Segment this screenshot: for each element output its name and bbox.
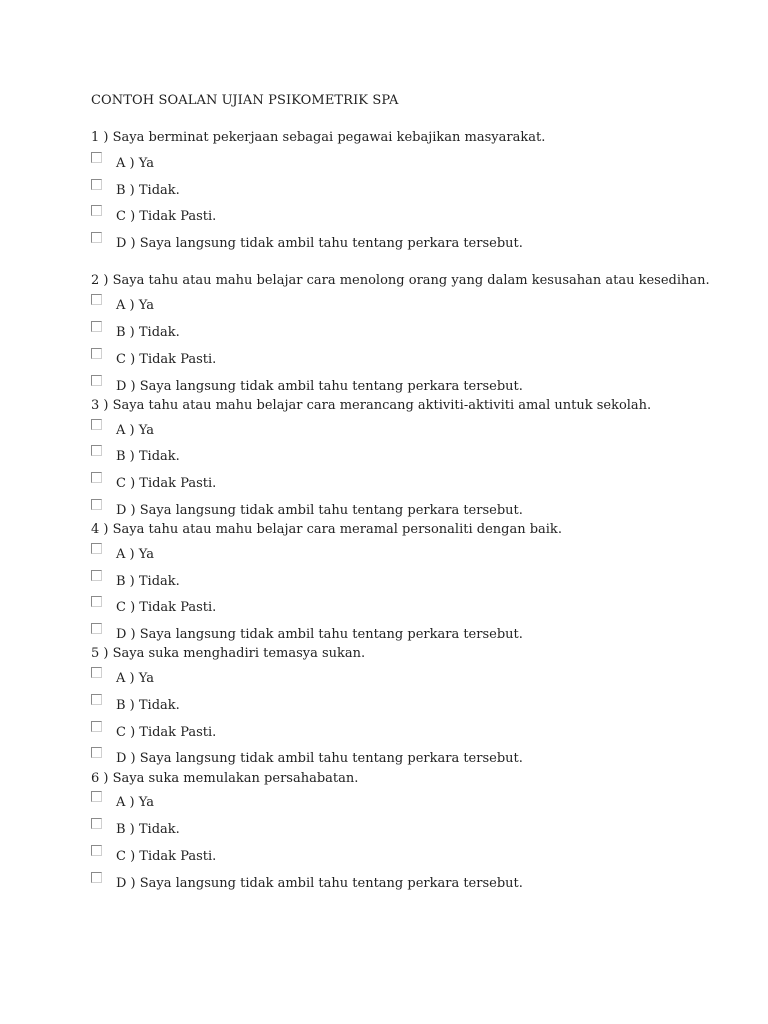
checkbox-icon[interactable] <box>91 623 102 634</box>
checkbox-icon[interactable] <box>91 294 102 305</box>
question-1-option-c[interactable] <box>91 205 691 225</box>
option-label: A ) Ya <box>116 156 155 171</box>
checkbox-icon[interactable] <box>91 348 102 359</box>
question-2-option-a[interactable] <box>91 294 691 314</box>
question-1-option-d[interactable] <box>91 232 691 252</box>
option-label: A ) Ya <box>116 298 155 313</box>
option-label: D ) Saya langsung tidak ambil tahu tentang perkara tersebut. <box>116 876 523 891</box>
checkbox-icon[interactable] <box>91 845 102 856</box>
question-3-option-b[interactable] <box>91 445 691 465</box>
checkbox-icon[interactable] <box>91 152 102 163</box>
checkbox-icon[interactable] <box>91 499 102 510</box>
option-label: A ) Ya <box>116 423 155 438</box>
checkbox-icon[interactable] <box>91 872 102 883</box>
option-label: D ) Saya langsung tidak ambil tahu tentang perkara tersebut. <box>116 503 523 518</box>
checkbox-icon[interactable] <box>91 179 102 190</box>
checkbox-icon[interactable] <box>91 543 102 554</box>
option-label: D ) Saya langsung tidak ambil tahu tentang perkara tersebut. <box>116 236 523 251</box>
option-label: C ) Tidak Pasti. <box>116 725 217 740</box>
question-6-option-c[interactable] <box>91 845 691 865</box>
checkbox-icon[interactable] <box>91 375 102 386</box>
question-3-option-d[interactable] <box>91 499 691 519</box>
checkbox-icon[interactable] <box>91 232 102 243</box>
option-label: B ) Tidak. <box>116 449 180 464</box>
question-5-option-b[interactable] <box>91 694 691 714</box>
option-label: A ) Ya <box>116 547 155 562</box>
question-3-option-c[interactable] <box>91 472 691 492</box>
option-label: D ) Saya langsung tidak ambil tahu tentang perkara tersebut. <box>116 627 523 642</box>
question-1-option-b[interactable] <box>91 179 691 199</box>
option-label: C ) Tidak Pasti. <box>116 352 217 367</box>
option-label: A ) Ya <box>116 671 155 686</box>
option-label: D ) Saya langsung tidak ambil tahu tentang perkara tersebut. <box>116 751 523 766</box>
checkbox-icon[interactable] <box>91 596 102 607</box>
checkbox-icon[interactable] <box>91 419 102 430</box>
option-label: B ) Tidak. <box>116 822 180 837</box>
option-label: B ) Tidak. <box>116 574 180 589</box>
question-5-option-c[interactable] <box>91 721 691 741</box>
checkbox-icon[interactable] <box>91 445 102 456</box>
question-2-option-c[interactable] <box>91 348 691 368</box>
page-title: CONTOH SOALAN UJIAN PSIKOMETRIK SPA <box>91 93 399 108</box>
question-4-text: 4 ) Saya tahu atau mahu belajar cara meramal personaliti dengan baik. <box>91 522 562 537</box>
question-6-option-b[interactable] <box>91 818 691 838</box>
checkbox-icon[interactable] <box>91 667 102 678</box>
checkbox-icon[interactable] <box>91 321 102 332</box>
checkbox-icon[interactable] <box>91 747 102 758</box>
question-6-option-a[interactable] <box>91 791 691 811</box>
checkbox-icon[interactable] <box>91 472 102 483</box>
checkbox-icon[interactable] <box>91 570 102 581</box>
question-2-option-d[interactable] <box>91 375 691 395</box>
checkbox-icon[interactable] <box>91 205 102 216</box>
option-label: C ) Tidak Pasti. <box>116 600 217 615</box>
question-2-option-b[interactable] <box>91 321 691 341</box>
question-3-text: 3 ) Saya tahu atau mahu belajar cara merancang aktiviti-aktiviti amal untuk sekolah. <box>91 398 652 413</box>
question-1-option-a[interactable] <box>91 152 691 172</box>
checkbox-icon[interactable] <box>91 818 102 829</box>
question-5-text: 5 ) Saya suka menghadiri temasya sukan. <box>91 646 366 661</box>
option-label: C ) Tidak Pasti. <box>116 476 217 491</box>
checkbox-icon[interactable] <box>91 721 102 732</box>
option-label: D ) Saya langsung tidak ambil tahu tentang perkara tersebut. <box>116 379 523 394</box>
question-4-option-a[interactable] <box>91 543 691 563</box>
option-label: C ) Tidak Pasti. <box>116 849 217 864</box>
option-label: B ) Tidak. <box>116 183 180 198</box>
checkbox-icon[interactable] <box>91 694 102 705</box>
question-4-option-c[interactable] <box>91 596 691 616</box>
option-label: A ) Ya <box>116 795 155 810</box>
question-2-text: 2 ) Saya tahu atau mahu belajar cara menolong orang yang dalam kesusahan atau kesedihan. <box>91 273 710 288</box>
question-4-option-b[interactable] <box>91 570 691 590</box>
question-1-text: 1 ) Saya berminat pekerjaan sebagai pegawai kebajikan masyarakat. <box>91 130 546 145</box>
question-6-option-d[interactable] <box>91 872 691 892</box>
question-4-option-d[interactable] <box>91 623 691 643</box>
checkbox-icon[interactable] <box>91 791 102 802</box>
question-6-text: 6 ) Saya suka memulakan persahabatan. <box>91 771 359 786</box>
option-label: B ) Tidak. <box>116 325 180 340</box>
question-5-option-d[interactable] <box>91 747 691 767</box>
option-label: C ) Tidak Pasti. <box>116 209 217 224</box>
question-5-option-a[interactable] <box>91 667 691 687</box>
question-3-option-a[interactable] <box>91 419 691 439</box>
option-label: B ) Tidak. <box>116 698 180 713</box>
